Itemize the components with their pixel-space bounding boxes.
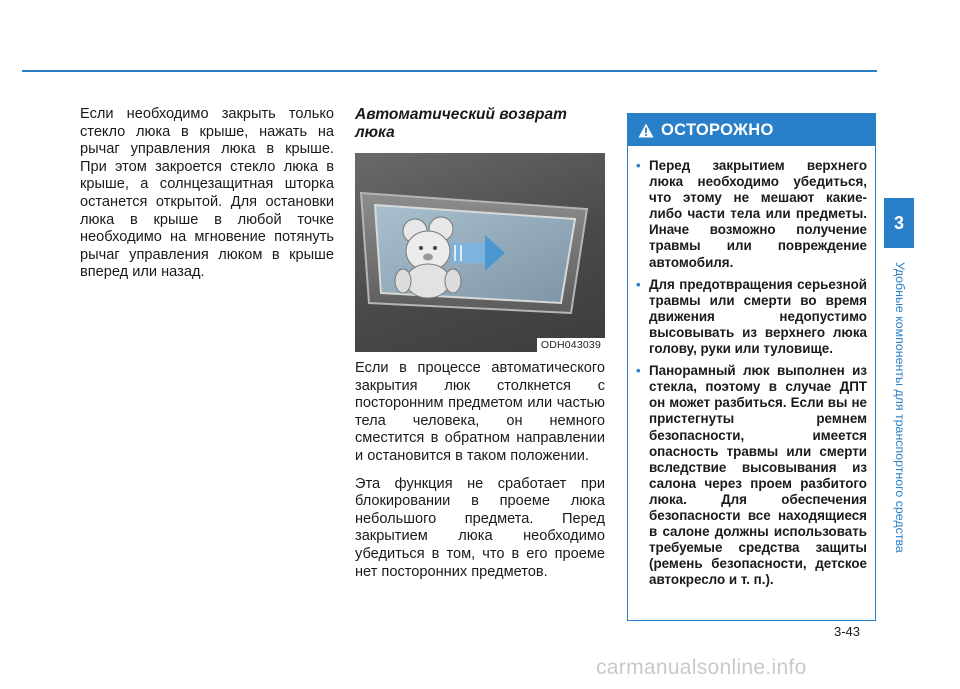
warning-item-text: Панорамный люк выполнен из стекла, поэтому в случае ДПТ он может разбиться. Если вы не пристегнуты ремнем безопасности, имеется опасность травмы или смерти вследствие высовывания из салона через проем разбитого люка. Для обеспечения безопасности все находящиеся в салоне должны использовать требуемые средства защиты (ремень безопасности, детское автокресло и т. п.). (649, 363, 867, 588)
bullet-icon: • (636, 363, 641, 379)
warning-item-text: Для предотвращения серьезной травмы или смерти во время движения недопустимо высовывать из верхнего люка голову, руки или туловище. (649, 276, 867, 357)
middle-column (355, 106, 605, 581)
top-rule (22, 70, 877, 72)
paragraph-auto-reverse: Если в процессе автоматического закрытия люк столкнется с посторонним предметом или частью тела человека, он немного сместится в обратном направлении и остановится в таком положении. (355, 360, 605, 464)
warning-item-text: Перед закрытием верхнего люка необходимо убедиться, что этому не мешают какие-либо части тела или предметы. Иначе возможно получение травмы или повреждение автомобиля. (649, 158, 867, 270)
warning-item (636, 363, 867, 588)
warning-triangle-icon (638, 123, 654, 138)
warning-header (628, 114, 875, 146)
left-column-text: Если необходимо закрыть только стекло люка в крыше, нажать на рычаг управления люка в крыше. При этом закроется стекло люка в крыше, а солнцезащитная шторка останется открытой. Для остановки люка в крыше в любой точке необходимо на мгновение потянуть рычаг управления люком в крыше вперед или назад. (80, 106, 334, 281)
warning-item (636, 277, 867, 357)
warning-box (627, 113, 876, 621)
bullet-icon: • (636, 158, 641, 173)
warning-title: ОСТОРОЖНО (661, 120, 774, 139)
bullet-icon: • (636, 276, 641, 292)
page-number: 3-43 (834, 624, 861, 639)
sunroof-drawing (355, 153, 605, 352)
section-heading: Автоматический возврат люка (355, 106, 567, 141)
image-code-label: ODH043039 (537, 338, 605, 352)
watermark-text: carmanualsonline.info (596, 656, 807, 679)
sunroof-illustration (355, 153, 605, 352)
chapter-title-vertical: Удобные компоненты для транспортного средства (893, 262, 907, 553)
warning-item (636, 158, 867, 271)
warning-list (628, 146, 875, 588)
chapter-tab: 3 (884, 198, 914, 248)
paragraph-function-note: Эта функция не сработает при блокировании в проеме люка небольшого предмета. Перед закрытием люка необходимо убедиться в том, что в его проеме нет посторонних предметов. (355, 475, 605, 580)
